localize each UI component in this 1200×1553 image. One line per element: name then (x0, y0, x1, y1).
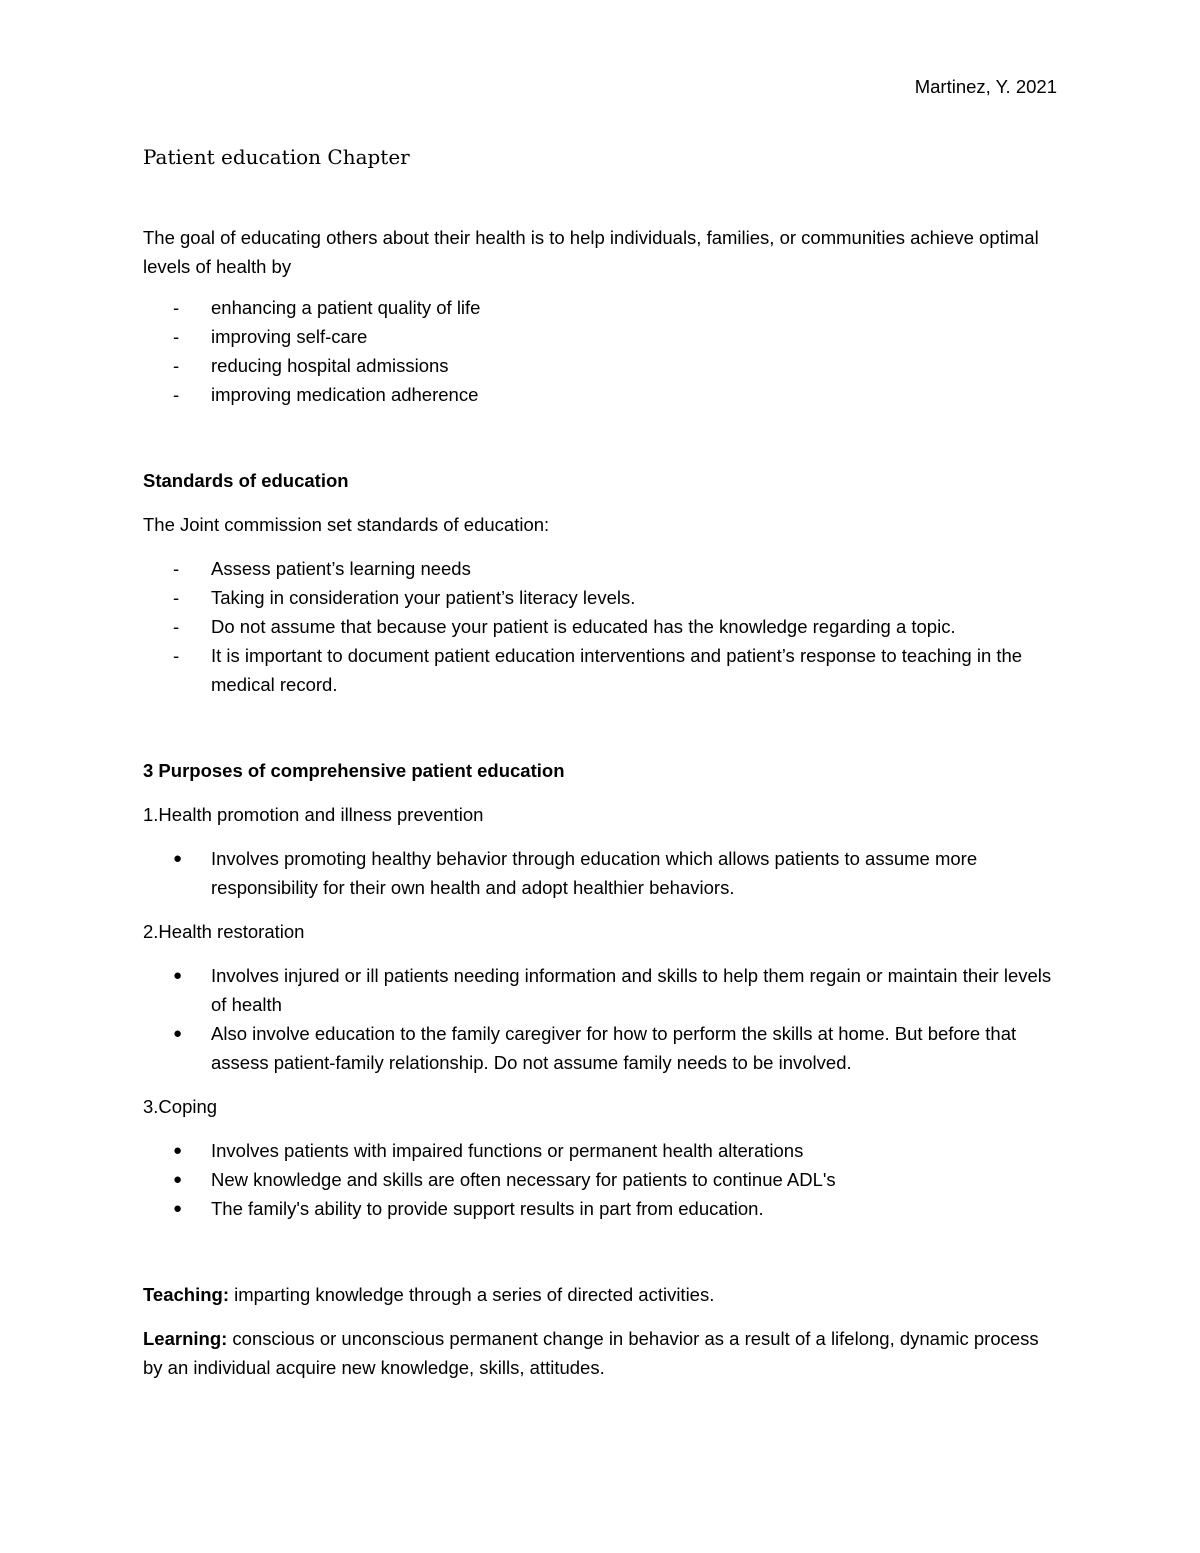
list-item: ● Involves promoting healthy behavior through education which allows patients to assume more responsibility for their own health and adopt healthier behaviors. (143, 844, 1063, 902)
list-item: ● Also involve education to the family caregiver for how to perform the skills at home. But before that assess patient-family relationship. Do not assume family needs to be involved. (143, 1019, 1063, 1077)
purpose-1-list (143, 844, 1063, 902)
standards-heading: Standards of education (143, 470, 349, 491)
list-item: - reducing hospital admissions (143, 351, 1063, 380)
list-item: - improving self-care (143, 322, 1063, 351)
purpose-1-title: 1.Health promotion and illness prevention (143, 804, 484, 825)
list-item: - enhancing a patient quality of life (143, 293, 1063, 322)
list-item: - Do not assume that because your patient is educated has the knowledge regarding a topic. (143, 612, 1063, 641)
intro-list (143, 293, 1063, 409)
bullet-marker: ● (173, 1171, 183, 1188)
standards-list (143, 554, 1063, 699)
list-item: ● Involves injured or ill patients needing information and skills to help them regain or maintain their levels of health (143, 961, 1063, 1019)
definition-term: Teaching: (143, 1284, 229, 1305)
bullet-marker: ● (173, 850, 183, 867)
dash-marker: - (173, 355, 180, 376)
definition-learning (143, 1324, 1063, 1382)
purpose-2-list (143, 961, 1063, 1077)
dash-marker: - (173, 645, 180, 666)
purpose-3-title: 3.Coping (143, 1096, 218, 1117)
bullet-marker: ● (173, 967, 183, 984)
definition-text: conscious or unconscious permanent change in behavior as a result of a lifelong, dynamic process by an individual acquire new knowledge, skills, attitudes. (143, 1328, 1039, 1378)
document-title: Patient education Chapter (143, 145, 410, 169)
list-item: ● Involves patients with impaired functions or permanent health alterations (143, 1136, 1063, 1165)
bullet-marker: ● (173, 1142, 183, 1159)
intro-paragraph: The goal of educating others about their health is to help individuals, families, or communities achieve optimal levels of health by (143, 227, 1039, 277)
purpose-3-list (143, 1136, 1063, 1223)
list-item: ● New knowledge and skills are often necessary for patients to continue ADL's (143, 1165, 1063, 1194)
dash-marker: - (173, 616, 180, 637)
document-body (143, 223, 1063, 1382)
definition-term: Learning: (143, 1328, 228, 1349)
dash-marker: - (173, 558, 180, 579)
dash-marker: - (173, 326, 180, 347)
purposes-heading: 3 Purposes of comprehensive patient education (143, 760, 565, 781)
list-item: - It is important to document patient education interventions and patient’s response to teaching in the medical record. (143, 641, 1063, 699)
list-item: ● The family's ability to provide support results in part from education. (143, 1194, 1063, 1223)
dash-marker: - (173, 384, 180, 405)
definition-teaching (143, 1280, 1063, 1309)
bullet-marker: ● (173, 1025, 183, 1042)
list-item: - Assess patient’s learning needs (143, 554, 1063, 583)
list-item: - improving medication adherence (143, 380, 1063, 409)
standards-lead: The Joint commission set standards of education: (143, 514, 550, 535)
bullet-marker: ● (173, 1200, 183, 1217)
author-date-header: Martinez, Y. 2021 (914, 76, 1057, 97)
purpose-2-title: 2.Health restoration (143, 921, 305, 942)
definition-text: imparting knowledge through a series of directed activities. (229, 1284, 715, 1305)
dash-marker: - (173, 587, 180, 608)
list-item: - Taking in consideration your patient’s literacy levels. (143, 583, 1063, 612)
dash-marker: - (173, 297, 180, 318)
